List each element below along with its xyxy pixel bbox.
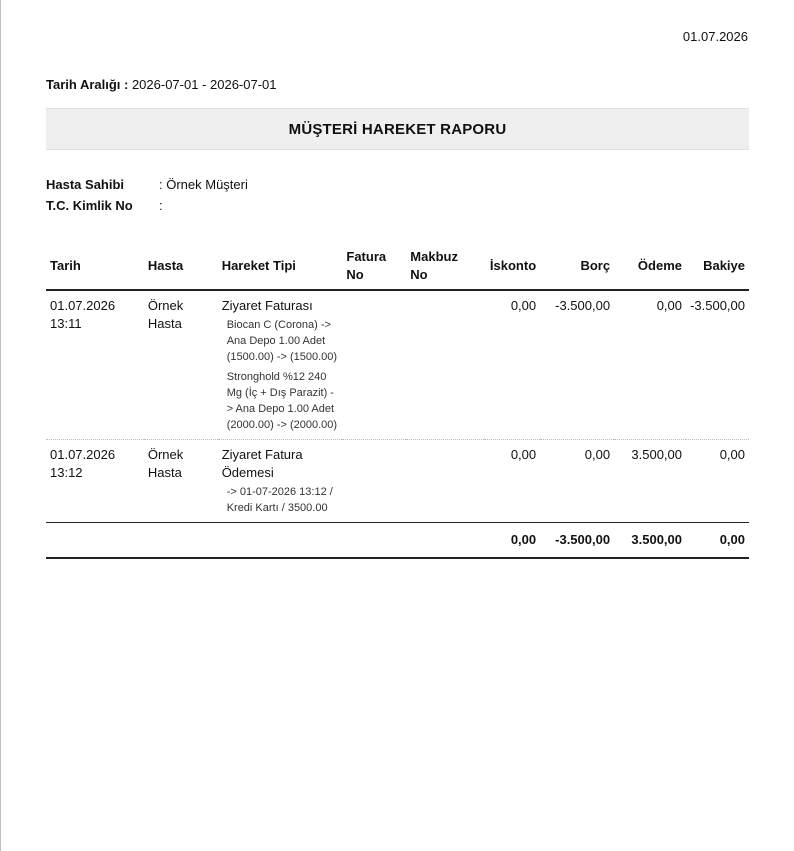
row-patient-line1: Örnek <box>147 298 184 313</box>
totals-row <box>46 523 749 559</box>
header-hareket-tipi: Hareket Tipi <box>218 243 343 290</box>
row-iskonto: 0,00 <box>484 290 540 440</box>
tc-label: T.C. Kimlik No <box>46 198 133 213</box>
row-patient-line1: Örnek <box>147 447 184 462</box>
row-bakiye: 0,00 <box>686 440 749 523</box>
header-bakiye: Bakiye <box>686 243 749 290</box>
tc-info <box>46 198 163 213</box>
header-makbuz-no-line2: No <box>410 267 428 282</box>
row-borc: -3.500,00 <box>540 290 614 440</box>
row-date-day: 01.07.2026 <box>50 298 116 313</box>
row-patient <box>144 440 218 523</box>
report-title: MÜŞTERİ HAREKET RAPORU <box>46 108 749 150</box>
row-detail: Stronghold %12 240 Mg (İç + Dış Parazit) -> Ana Depo 1.00 Adet (2000.00) -> (2000.00) <box>226 371 338 431</box>
header-odeme: Ödeme <box>614 243 686 290</box>
row-date-day: 01.07.2026 <box>50 447 116 462</box>
header-hasta: Hasta <box>144 243 218 290</box>
total-borc: -3.500,00 <box>540 523 614 559</box>
row-invoice-no <box>342 290 406 440</box>
row-detail: -> 01-07-2026 13:12 / Kredi Kartı / 3500.00 <box>226 486 333 514</box>
date-range-value: 2026-07-01 - 2026-07-01 <box>128 77 277 92</box>
table-row <box>46 440 749 523</box>
header-makbuz-no-line1: Makbuz <box>410 249 458 264</box>
page-left-border <box>0 0 1 851</box>
row-receipt-no <box>406 290 484 440</box>
print-date: 01.07.2026 <box>682 29 748 44</box>
header-iskonto: İskonto <box>484 243 540 290</box>
row-patient <box>144 290 218 440</box>
row-odeme: 0,00 <box>614 290 686 440</box>
table-row <box>46 290 749 440</box>
row-detail: Biocan C (Corona) -> Ana Depo 1.00 Adet (1500.00) -> (1500.00) <box>226 319 338 363</box>
header-makbuz-no <box>406 243 484 290</box>
row-odeme: 3.500,00 <box>614 440 686 523</box>
header-borc: Borç <box>540 243 614 290</box>
row-invoice-no <box>342 440 406 523</box>
row-iskonto: 0,00 <box>484 440 540 523</box>
header-tarih: Tarih <box>46 243 144 290</box>
row-bakiye: -3.500,00 <box>686 290 749 440</box>
row-patient-line2: Hasta <box>147 465 182 480</box>
movement-table <box>46 243 749 559</box>
table-header-row <box>46 243 749 290</box>
row-borc: 0,00 <box>540 440 614 523</box>
owner-value: : Örnek Müşteri <box>159 177 248 192</box>
owner-label: Hasta Sahibi <box>46 177 125 192</box>
date-range-label: Tarih Aralığı : <box>46 77 129 92</box>
row-type <box>218 290 343 440</box>
owner-info <box>46 177 248 192</box>
row-date <box>46 290 144 440</box>
row-patient-line2: Hasta <box>147 316 182 331</box>
total-iskonto: 0,00 <box>484 523 540 559</box>
header-fatura-no <box>342 243 406 290</box>
row-type-label: Ziyaret Fatura Ödemesi <box>221 447 303 480</box>
header-fatura-no-line1: Fatura <box>346 249 387 264</box>
row-date-time: 13:11 <box>50 316 82 331</box>
row-date <box>46 440 144 523</box>
row-type <box>218 440 343 523</box>
header-fatura-no-line2: No <box>346 267 364 282</box>
tc-value: : <box>159 198 163 213</box>
date-range <box>46 77 277 92</box>
total-odeme: 3.500,00 <box>614 523 686 559</box>
row-date-time: 13:12 <box>50 465 83 480</box>
row-receipt-no <box>406 440 484 523</box>
row-type-label: Ziyaret Faturası <box>221 298 313 313</box>
total-bakiye: 0,00 <box>686 523 749 559</box>
